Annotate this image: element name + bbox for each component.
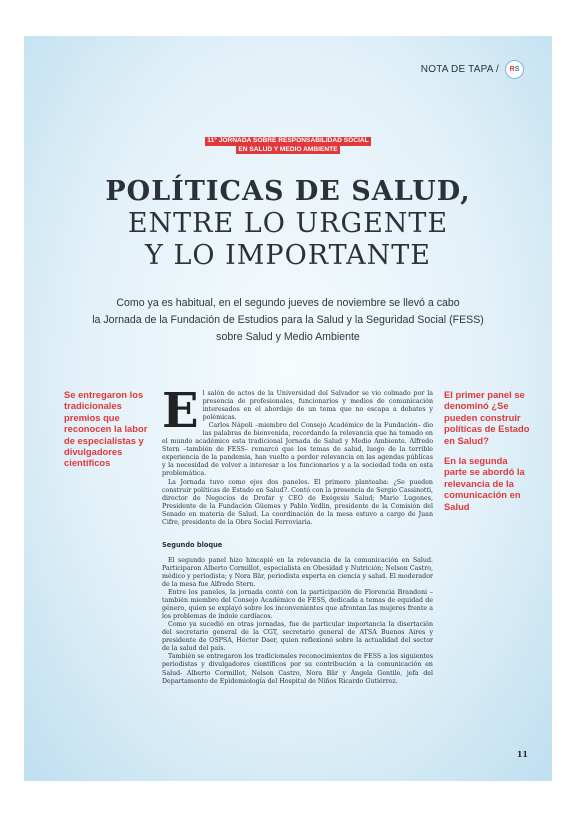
subtitle-line2: la Jornada de la Fundación de Estudios para la Salud y la Seguridad Social (FESS)	[92, 314, 484, 326]
body-paragraph-7: También se entregaron los tradicionales reconocimientos de FESS a los siguientes periodistas y divulgadores científicos por su contribución a la comunicación en Salud- Alberto Cormillot, Nelson Castro, Nora Bär y Ángela Gentile, jefa del Departamento de Epidemiología del Hospital de Niños Ricardo Gutiérrez.	[162, 653, 433, 685]
title-line3: Y LO IMPORTANTE	[145, 240, 431, 271]
article-title	[24, 176, 552, 272]
body-paragraph-4: El segundo panel hizo hincapié en la relevancia de la comunicación en Salud. Participaron Alberto Cormillot, especialista en Obesidad y Nutrición; Nelson Castro, médico y periodista; y Nora Bär, periodista experta en ciencia y salud. El moderador de la mesa fue Alfredo Stern.	[162, 556, 433, 588]
body-paragraph-3: La Jornada tuvo como ejes dos paneles. El primero planteaba: ¿Se pueden construir políticas de Estado en Salud?. Contó con la presencia de Sergio Cassinotti, director de Negocios de Drofar y CEO de Exégesis Salud; Mario Lugones, Presidente de la Fundación Güemes y Pablo Yedlin, presidente de la Comisión del Senado en materia de Salud. La coordinación de la mesa estuvo a cargo de Juan Cifre, presidente de la Obra Social Ferroviaria.	[162, 478, 433, 526]
magazine-page	[24, 36, 552, 781]
subtitle-line3: sobre Salud y Medio Ambiente	[216, 331, 360, 343]
title-line1: POLÍTICAS DE SALUD,	[105, 176, 471, 207]
pull-quote-left: Se entregaron los tradicionales premios que reconocen la labor de especialistas y divulgadores científicos	[64, 389, 148, 469]
page-number: 11	[516, 749, 528, 759]
logo-letter-s: S	[514, 66, 520, 73]
title-line2: ENTRE LO URGENTE	[127, 208, 449, 239]
subtitle-line1: Como ya es habitual, en el segundo jueves de noviembre se llevó a cabo	[116, 297, 460, 309]
pull-quote-right-first: El primer panel se denominó ¿Se pueden construir políticas de Estado en Salud?	[444, 389, 530, 446]
pull-quote-right	[444, 389, 530, 521]
body-paragraph-6: Como ya sucedió en otras jornadas, fue de particular importancia la disertación del secretario general de la CGT, secretario general de ATSA Buenos Aires y presidente de OSPSA, Héctor Daer, quien reflexionó sobre la actualidad del sector de la salud del país.	[162, 621, 433, 653]
section-subheading: Segundo bloque	[162, 540, 223, 549]
event-tag	[24, 137, 552, 154]
body-paragraph-1: l salón de actos de la Universidad del Salvador se vio colmado por la presencia de profesionales, funcionarios y medios de comunicación interesados en el abordaje de un tema que no escapa a debates y polémicas.	[202, 390, 433, 422]
section-label: NOTA DE TAPA /	[420, 64, 499, 75]
body-paragraph-2: Carlos Nápoli –miembro del Consejo Académico de la Fundación– dio las palabras de bienvenida, recordando la relevancia que ha tomado en el mundo académico esta tradicional Jornada de Salud y Medio Ambiente. Alfredo Stern –también de FESS– remarcó que los temas de salud, luego de la terrible experiencia de la pandemia, han vuelto a perder relevancia en las agendas públicas y la necesidad de volver a interesar a los funcionarios y a la sociedad toda en esta problemática.	[162, 422, 433, 478]
logo-letter-r: R	[509, 66, 515, 73]
event-tag-line1: 11° JORNADA SOBRE RESPONSABILIDAD SOCIAL	[207, 137, 369, 144]
drop-cap: E	[162, 383, 199, 439]
pull-quote-right-second: En la segunda parte se abordó la relevancia de la comunicación en Salud	[444, 455, 525, 512]
section-header	[421, 60, 524, 79]
rs-logo-icon	[505, 60, 524, 79]
body-paragraph-5: Entre los paneles, la jornada contó con la participación de Florencia Brandoni –también miembro del Consejo Académico de FESS, dedicada a temas de equidad de género, quien se explayó sobre los inconvenientes que afrontan las mujeres frente a los problemas de índole cardíacos.	[162, 589, 433, 621]
article-body	[162, 383, 433, 686]
article-subtitle	[84, 295, 492, 346]
event-tag-line2: EN SALUD Y MEDIO AMBIENTE	[238, 145, 338, 153]
